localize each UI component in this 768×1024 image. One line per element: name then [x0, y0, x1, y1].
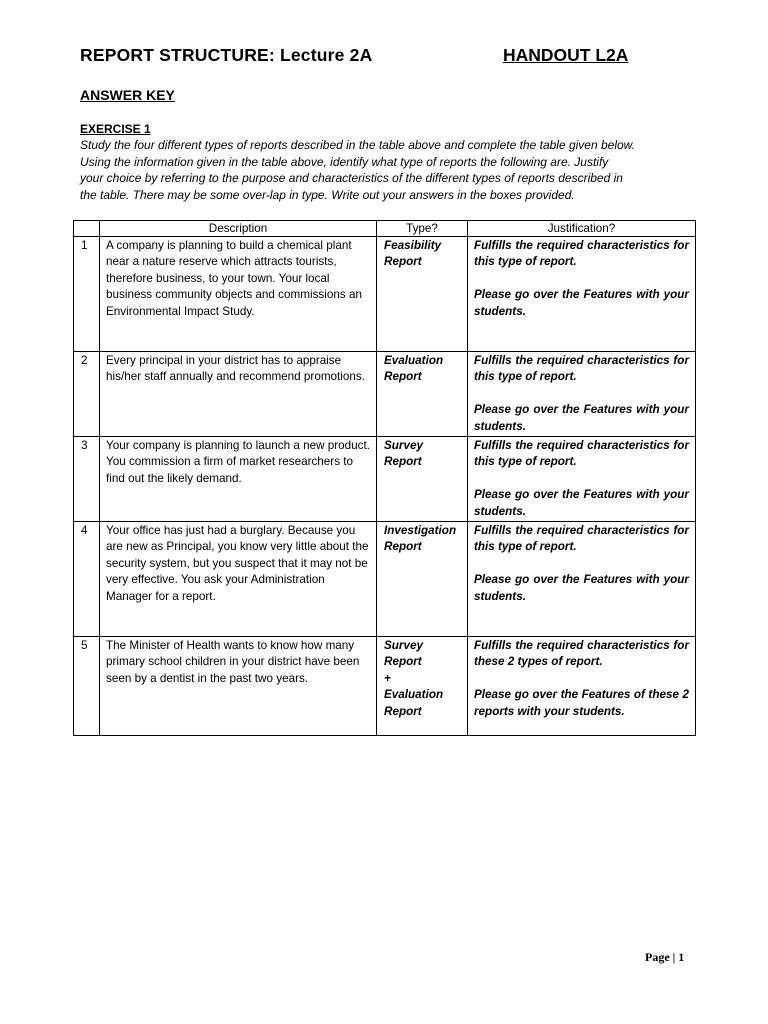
justification-text: Please go over the Features with your students.: [474, 403, 689, 433]
page-number: Page | 1: [645, 950, 685, 964]
table-header-row: [74, 221, 696, 237]
row-number: 1: [74, 237, 100, 352]
row-description: A company is planning to build a chemical plant near a nature reserve which attracts tourists, therefore business, to your town. Your local business community objects and commissions an Environmental Impact Study.: [100, 237, 377, 352]
row-type: [377, 437, 468, 522]
table-row: [74, 437, 696, 522]
row-description: Your company is planning to launch a new product. You commission a firm of market researchers to find out the likely demand.: [100, 437, 377, 522]
type-line: Evaluation: [384, 688, 444, 702]
type-line: +: [384, 671, 391, 685]
document-header: [80, 45, 660, 71]
row-description: Every principal in your district has to appraise his/her staff annually and recommend promotions.: [100, 352, 377, 437]
instruction-line: your choice by referring to the purpose and characteristics of the different types of reports described in: [80, 171, 623, 185]
table-row: [74, 637, 696, 736]
table-row: [74, 522, 696, 637]
answer-table: [73, 220, 696, 736]
type-line: Investigation: [384, 524, 457, 538]
row-justification: [468, 522, 696, 637]
type-line: Report: [384, 455, 422, 469]
header-number: [74, 221, 100, 237]
justification-text: Fulfills the required characteristics for this type of report.: [474, 439, 689, 469]
type-line: Report: [384, 540, 422, 554]
type-line: Feasibility: [384, 239, 442, 252]
row-type: [377, 352, 468, 437]
row-number: 3: [74, 437, 100, 522]
row-justification: [468, 637, 696, 736]
table-row: [74, 237, 696, 352]
type-line: Report: [384, 704, 422, 718]
row-description: Your office has just had a burglary. Because you are new as Principal, you know very little about the security system, but you suspect that it may not be very effective. You ask your Administration Manager for a report.: [100, 522, 377, 637]
justification-text: Fulfills the required characteristics for these 2 types of report.: [474, 639, 689, 669]
row-number: 4: [74, 522, 100, 637]
instruction-line: Using the information given in the table above, identify what type of reports the following are. Justify: [80, 154, 609, 169]
justification-text: Please go over the Features of these 2 reports with your students.: [474, 688, 689, 718]
justification-text: Please go over the Features with your students.: [474, 573, 689, 603]
justification-text: Fulfills the required characteristics for this type of report.: [474, 354, 689, 384]
row-number: 5: [74, 637, 100, 736]
justification-text: Please go over the Features with your students.: [474, 488, 689, 518]
row-type: [377, 237, 468, 352]
document-title: REPORT STRUCTURE: Lecture 2A: [80, 45, 373, 65]
justification-text: Fulfills the required characteristics for this type of report.: [474, 239, 689, 269]
type-line: Report: [384, 655, 422, 669]
header-justification: Justification?: [468, 221, 696, 237]
justification-text: Fulfills the required characteristics for this type of report.: [474, 524, 689, 554]
type-line: Report: [384, 255, 422, 269]
type-line: Survey: [384, 439, 423, 453]
row-type: [377, 637, 468, 736]
table-row: [74, 352, 696, 437]
row-description: The Minister of Health wants to know how many primary school children in your district have been seen by a dentist in the past two years.: [100, 637, 377, 736]
instruction-line: Study the four different types of reports described in the table above and complete the table given below.: [80, 138, 636, 152]
row-justification: [468, 237, 696, 352]
row-number: 2: [74, 352, 100, 437]
exercise-heading: EXERCISE 1: [80, 122, 151, 136]
type-line: Report: [384, 370, 422, 384]
justification-text: Please go over the Features with your students.: [474, 288, 689, 318]
header-type: Type?: [377, 221, 468, 237]
handout-label: HANDOUT L2A: [503, 45, 629, 65]
type-line: Evaluation: [384, 354, 444, 367]
row-justification: [468, 437, 696, 522]
instruction-line: the table. There may be some over-lap in type. Write out your answers in the boxes provided.: [80, 187, 575, 202]
exercise-instructions: [80, 137, 700, 203]
type-line: Survey: [384, 639, 423, 653]
row-type: [377, 522, 468, 637]
row-justification: [468, 352, 696, 437]
header-description: Description: [100, 221, 377, 237]
answer-key-heading: ANSWER KEY: [80, 87, 175, 103]
